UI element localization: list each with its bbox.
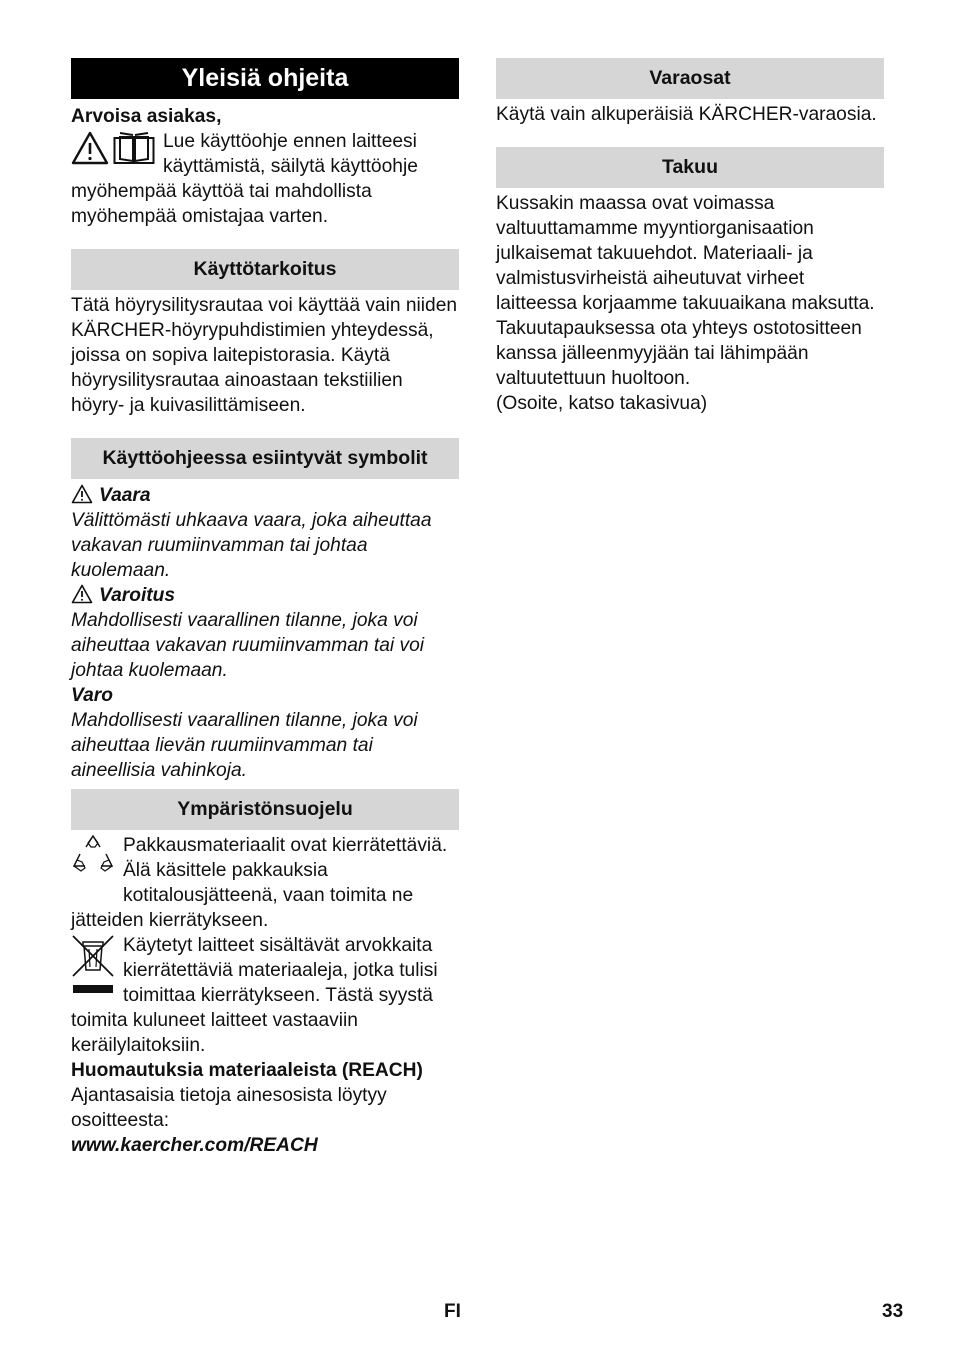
- recycling-icon-box: [71, 833, 115, 884]
- right-column: [496, 58, 884, 416]
- weee-icon-box: [71, 933, 115, 1008]
- caution-text: Mahdollisesti vaarallinen tilanne, joka voi aiheuttaa lievän ruumiinvamman tai aineellisia vahinkoja.: [71, 710, 418, 781]
- danger-text: Välittömästi uhkaava vaara, joka aiheuttaa vakavan ruumiinvamman tai johtaa kuolemaan.: [71, 510, 432, 581]
- greeting: Arvoisa asiakas,: [71, 106, 222, 127]
- warranty-address: (Osoite, katso takasivua): [496, 393, 708, 414]
- purpose-text: Tätä höyrysilitysrautaa voi käyttää vain niiden KÄRCHER-höyrypuhdistimien yhteydessä, joissa on sopiva laitepistorasia. Käytä höyrysilitysrautaa ainoastaan tekstiilien höyry- ja kuivasilittämiseen.: [71, 295, 458, 416]
- intro-text: Lue käyttöohje ennen laitteesi käyttämistä, säilytä käyttöohje myöhempää käyttöä tai mahdollista myöhempää omistajaa varten.: [71, 131, 418, 227]
- footer-language: FI: [444, 1301, 461, 1322]
- warning-small-icon: [71, 484, 93, 504]
- reach-link[interactable]: www.kaercher.com/REACH: [71, 1135, 318, 1156]
- weee-text: Käytetyt laitteet sisältävät arvokkaita kierrätettäviä materiaaleja, jotka tulisi toimittaa kierrätykseen. Tästä syystä toimita kuluneet laitteet vastaaviin keräilylaitoksiin.: [71, 935, 438, 1056]
- reach-heading: Huomautuksia materiaaleista (REACH): [71, 1060, 423, 1081]
- danger-label: Vaara: [99, 485, 151, 506]
- reach-text: Ajantasaisia tietoja ainesosista löytyy osoitteesta:: [71, 1085, 387, 1131]
- crossed-bin-icon: [71, 933, 115, 1001]
- section-heading-purpose: Käyttötarkoitus: [71, 249, 459, 290]
- warning-triangle-icon: [71, 131, 109, 165]
- warning-small-icon: [71, 584, 93, 604]
- manual-book-icon: [113, 131, 155, 165]
- warranty-text: Kussakin maassa ovat voimassa valtuuttamamme myyntiorganisaation julkaisemat takuuehdot. Materiaali- ja valmistusvirheistä aiheutuvat virheet laitteessa korjaamme takuuaikana maksutta. Takuutapauksessa ota yhteys ostotositteen kanssa jälleenmyyjään tai lähimpään valtuutettuun huoltoon.: [496, 193, 875, 389]
- page-title: Yleisiä ohjeita: [71, 58, 459, 99]
- page-number: 33: [882, 1301, 904, 1322]
- danger-heading: [71, 483, 459, 508]
- packaging-block: [71, 833, 459, 933]
- spares-text: Käytä vain alkuperäisiä KÄRCHER-varaosia.: [496, 104, 877, 125]
- weee-block: [71, 933, 459, 1058]
- intro-block: [71, 129, 459, 229]
- section-heading-environment: Ympäristönsuojelu: [71, 789, 459, 830]
- intro-icons: [71, 131, 155, 165]
- recycling-icon: [71, 833, 115, 877]
- left-column: [71, 58, 459, 1158]
- packaging-text: Pakkausmateriaalit ovat kierrätettäviä. Älä käsittele pakkauksia kotitalousjätteenä, vaan toimita ne jätteiden kierrätykseen.: [71, 835, 448, 931]
- section-heading-symbols: Käyttöohjeessa esiintyvät symbolit: [71, 438, 459, 479]
- warning-heading: [71, 583, 459, 608]
- warning-label: Varoitus: [99, 585, 176, 606]
- caution-label: Varo: [71, 685, 113, 706]
- section-heading-warranty: Takuu: [496, 147, 884, 188]
- warning-text: Mahdollisesti vaarallinen tilanne, joka voi aiheuttaa vakavan ruumiinvamman tai voi johtaa kuolemaan.: [71, 610, 425, 681]
- section-heading-spares: Varaosat: [496, 58, 884, 99]
